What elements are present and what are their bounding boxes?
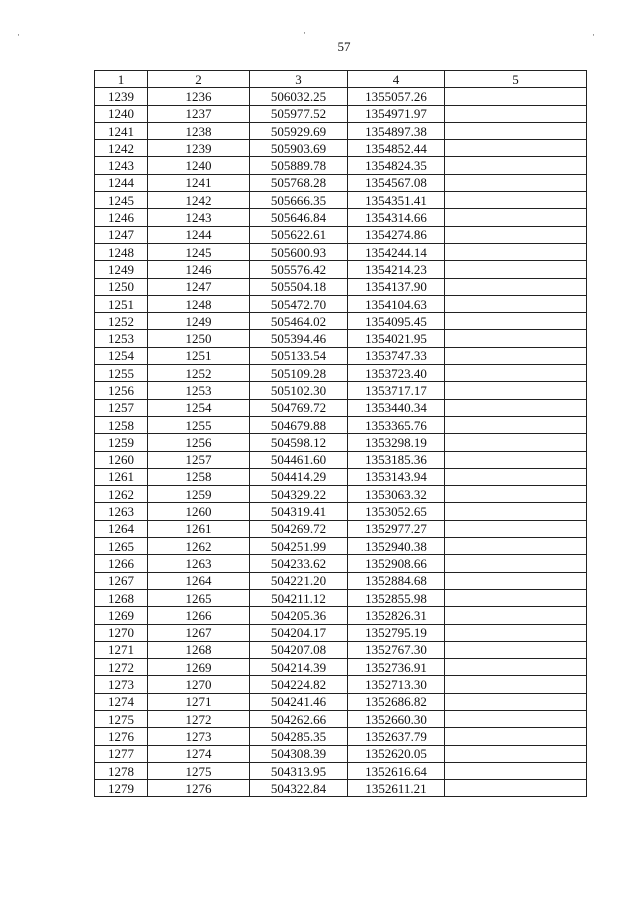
table-cell-col-5 [445, 416, 587, 433]
table-cell-col-2: 1246 [148, 261, 250, 278]
table-cell-col-5 [445, 243, 587, 260]
table-cell-col-5 [445, 209, 587, 226]
table-cell-col-1: 1272 [95, 659, 148, 676]
scan-speck: · [303, 28, 306, 38]
table-cell-col-2: 1264 [148, 572, 250, 589]
table-cell-col-2: 1262 [148, 538, 250, 555]
table-cell-col-1: 1244 [95, 174, 148, 191]
table-cell-col-5 [445, 728, 587, 745]
page-number: 57 [337, 39, 351, 54]
table-cell-col-5 [445, 313, 587, 330]
table-cell-col-5 [445, 140, 587, 157]
table-cell-col-4: 1354095.45 [348, 313, 445, 330]
table-row [95, 313, 587, 330]
table-cell-col-3: 504241.46 [250, 693, 348, 710]
table-cell-col-1: 1255 [95, 365, 148, 382]
table-cell-col-1: 1258 [95, 416, 148, 433]
table-cell-col-3: 504679.88 [250, 416, 348, 433]
table-cell-col-1: 1247 [95, 226, 148, 243]
table-cell-col-3: 504769.72 [250, 399, 348, 416]
table-cell-col-2: 1249 [148, 313, 250, 330]
table-cell-col-4: 1352977.27 [348, 520, 445, 537]
table-cell-col-1: 1267 [95, 572, 148, 589]
table-cell-col-4: 1352620.05 [348, 745, 445, 762]
table-cell-col-5 [445, 780, 587, 797]
table-row [95, 486, 587, 503]
table-cell-col-5 [445, 572, 587, 589]
table-cell-col-3: 505889.78 [250, 157, 348, 174]
table-cell-col-5 [445, 762, 587, 779]
table-cell-col-5 [445, 745, 587, 762]
table-cell-col-3: 505576.42 [250, 261, 348, 278]
table-cell-col-4: 1352908.66 [348, 555, 445, 572]
table-cell-col-1: 1261 [95, 468, 148, 485]
table-row [95, 728, 587, 745]
table-cell-col-3: 504329.22 [250, 486, 348, 503]
table-row [95, 538, 587, 555]
table-cell-col-1: 1276 [95, 728, 148, 745]
table-cell-col-2: 1254 [148, 399, 250, 416]
table-cell-col-3: 504285.35 [250, 728, 348, 745]
table-cell-col-1: 1254 [95, 347, 148, 364]
table-cell-col-3: 504251.99 [250, 538, 348, 555]
table-cell-col-2: 1275 [148, 762, 250, 779]
table-row [95, 105, 587, 122]
table-cell-col-3: 505646.84 [250, 209, 348, 226]
table-row [95, 88, 587, 105]
table-row [95, 503, 587, 520]
table-cell-col-4: 1353298.19 [348, 434, 445, 451]
table-cell-col-3: 504214.39 [250, 659, 348, 676]
table-cell-col-3: 504322.84 [250, 780, 348, 797]
table-cell-col-5 [445, 503, 587, 520]
table-cell-col-4: 1353063.32 [348, 486, 445, 503]
table-cell-col-2: 1259 [148, 486, 250, 503]
table-cell-col-2: 1270 [148, 676, 250, 693]
table-cell-col-5 [445, 607, 587, 624]
table-row [95, 192, 587, 209]
table-row [95, 226, 587, 243]
table-cell-col-4: 1354274.86 [348, 226, 445, 243]
table-cell-col-4: 1352940.38 [348, 538, 445, 555]
table-cell-col-2: 1268 [148, 641, 250, 658]
table-row [95, 174, 587, 191]
table-cell-col-1: 1252 [95, 313, 148, 330]
table-cell-col-4: 1352660.30 [348, 710, 445, 727]
table-cell-col-1: 1265 [95, 538, 148, 555]
table-row [95, 209, 587, 226]
table-row [95, 243, 587, 260]
table-cell-col-2: 1274 [148, 745, 250, 762]
table-cell-col-1: 1270 [95, 624, 148, 641]
table-cell-col-3: 505109.28 [250, 365, 348, 382]
table-cell-col-1: 1251 [95, 295, 148, 312]
table-cell-col-5 [445, 555, 587, 572]
table-cell-col-5 [445, 589, 587, 606]
table-cell-col-3: 504207.08 [250, 641, 348, 658]
table-cell-col-5 [445, 468, 587, 485]
table-cell-col-4: 1354567.08 [348, 174, 445, 191]
table-cell-col-4: 1352616.64 [348, 762, 445, 779]
table-row [95, 278, 587, 295]
table-row [95, 434, 587, 451]
table-cell-col-5 [445, 710, 587, 727]
table-cell-col-1: 1266 [95, 555, 148, 572]
table-row [95, 140, 587, 157]
table-cell-col-2: 1261 [148, 520, 250, 537]
table-cell-col-1: 1259 [95, 434, 148, 451]
table-row [95, 745, 587, 762]
table-row [95, 468, 587, 485]
table-cell-col-5 [445, 399, 587, 416]
table-cell-col-4: 1354971.97 [348, 105, 445, 122]
column-header-5: 5 [445, 71, 587, 88]
table-cell-col-4: 1352826.31 [348, 607, 445, 624]
table-cell-col-2: 1263 [148, 555, 250, 572]
table-cell-col-1: 1256 [95, 382, 148, 399]
table-cell-col-2: 1247 [148, 278, 250, 295]
table-cell-col-2: 1243 [148, 209, 250, 226]
table-row [95, 295, 587, 312]
table-row [95, 451, 587, 468]
table-cell-col-4: 1354897.38 [348, 122, 445, 139]
table-cell-col-1: 1245 [95, 192, 148, 209]
table-body [95, 88, 587, 797]
table-cell-col-2: 1245 [148, 243, 250, 260]
table-cell-col-2: 1273 [148, 728, 250, 745]
table-cell-col-1: 1273 [95, 676, 148, 693]
table-cell-col-3: 504205.36 [250, 607, 348, 624]
table-cell-col-3: 505464.02 [250, 313, 348, 330]
column-header-2: 2 [148, 71, 250, 88]
table-cell-col-1: 1262 [95, 486, 148, 503]
table-cell-col-4: 1353747.33 [348, 347, 445, 364]
table-cell-col-5 [445, 261, 587, 278]
table-cell-col-3: 504461.60 [250, 451, 348, 468]
table-cell-col-3: 504233.62 [250, 555, 348, 572]
table-row [95, 676, 587, 693]
table-row [95, 330, 587, 347]
table-header [95, 71, 587, 88]
table-cell-col-5 [445, 624, 587, 641]
table-cell-col-3: 505472.70 [250, 295, 348, 312]
table-cell-col-3: 505666.35 [250, 192, 348, 209]
table-cell-col-4: 1354104.63 [348, 295, 445, 312]
table-cell-col-2: 1257 [148, 451, 250, 468]
table-row [95, 416, 587, 433]
table-cell-col-2: 1267 [148, 624, 250, 641]
table-cell-col-4: 1355057.26 [348, 88, 445, 105]
table-row [95, 710, 587, 727]
table-cell-col-5 [445, 641, 587, 658]
table-cell-col-1: 1264 [95, 520, 148, 537]
table-cell-col-1: 1279 [95, 780, 148, 797]
table-cell-col-3: 504211.12 [250, 589, 348, 606]
table-cell-col-3: 504269.72 [250, 520, 348, 537]
table-cell-col-4: 1352713.30 [348, 676, 445, 693]
table-cell-col-4: 1352611.21 [348, 780, 445, 797]
table-row [95, 399, 587, 416]
table-cell-col-3: 504308.39 [250, 745, 348, 762]
table-row [95, 572, 587, 589]
table-cell-col-4: 1352884.68 [348, 572, 445, 589]
table-cell-col-4: 1354244.14 [348, 243, 445, 260]
table-row [95, 520, 587, 537]
table-cell-col-4: 1352855.98 [348, 589, 445, 606]
table-cell-col-3: 505622.61 [250, 226, 348, 243]
table-cell-col-1: 1250 [95, 278, 148, 295]
table-cell-col-3: 504313.95 [250, 762, 348, 779]
table-cell-col-3: 504414.29 [250, 468, 348, 485]
table-cell-col-5 [445, 88, 587, 105]
table-row [95, 555, 587, 572]
table-cell-col-2: 1258 [148, 468, 250, 485]
table-cell-col-1: 1263 [95, 503, 148, 520]
table-cell-col-5 [445, 295, 587, 312]
table-cell-col-2: 1271 [148, 693, 250, 710]
table-cell-col-4: 1354351.41 [348, 192, 445, 209]
table-row [95, 780, 587, 797]
table-cell-col-5 [445, 520, 587, 537]
table-cell-col-2: 1239 [148, 140, 250, 157]
coordinates-table [94, 70, 587, 797]
table-cell-col-4: 1352686.82 [348, 693, 445, 710]
table-cell-col-2: 1238 [148, 122, 250, 139]
table-cell-col-1: 1243 [95, 157, 148, 174]
table-cell-col-4: 1354852.44 [348, 140, 445, 157]
table-row [95, 382, 587, 399]
column-header-1: 1 [95, 71, 148, 88]
table-cell-col-5 [445, 659, 587, 676]
table-cell-col-5 [445, 486, 587, 503]
table-cell-col-1: 1274 [95, 693, 148, 710]
table-cell-col-2: 1242 [148, 192, 250, 209]
table-cell-col-1: 1240 [95, 105, 148, 122]
table-cell-col-2: 1237 [148, 105, 250, 122]
table-cell-col-1: 1257 [95, 399, 148, 416]
table-cell-col-5 [445, 174, 587, 191]
table-cell-col-1: 1269 [95, 607, 148, 624]
table-row [95, 347, 587, 364]
table-cell-col-1: 1241 [95, 122, 148, 139]
table-cell-col-4: 1353143.94 [348, 468, 445, 485]
table-cell-col-2: 1248 [148, 295, 250, 312]
table-cell-col-1: 1271 [95, 641, 148, 658]
table-row [95, 365, 587, 382]
table-cell-col-1: 1249 [95, 261, 148, 278]
table-row [95, 762, 587, 779]
table-cell-col-3: 505504.18 [250, 278, 348, 295]
table-cell-col-3: 505929.69 [250, 122, 348, 139]
table-cell-col-4: 1353185.36 [348, 451, 445, 468]
header-row [95, 71, 587, 88]
table-row [95, 607, 587, 624]
table-cell-col-3: 504204.17 [250, 624, 348, 641]
column-header-4: 4 [348, 71, 445, 88]
table-cell-col-1: 1278 [95, 762, 148, 779]
table-cell-col-3: 505600.93 [250, 243, 348, 260]
table-row [95, 157, 587, 174]
table-cell-col-5 [445, 122, 587, 139]
table-cell-col-4: 1354314.66 [348, 209, 445, 226]
table-cell-col-1: 1248 [95, 243, 148, 260]
table-cell-col-3: 504224.82 [250, 676, 348, 693]
table-cell-col-1: 1253 [95, 330, 148, 347]
table-cell-col-2: 1244 [148, 226, 250, 243]
table-cell-col-1: 1275 [95, 710, 148, 727]
table-cell-col-2: 1266 [148, 607, 250, 624]
table-cell-col-3: 506032.25 [250, 88, 348, 105]
table-cell-col-4: 1354021.95 [348, 330, 445, 347]
table-cell-col-5 [445, 451, 587, 468]
table-cell-col-3: 504598.12 [250, 434, 348, 451]
table-cell-col-1: 1268 [95, 589, 148, 606]
table-cell-col-5 [445, 693, 587, 710]
table-cell-col-1: 1239 [95, 88, 148, 105]
scan-speck: · [17, 30, 20, 40]
table-cell-col-2: 1252 [148, 365, 250, 382]
column-header-3: 3 [250, 71, 348, 88]
table-cell-col-1: 1260 [95, 451, 148, 468]
table-cell-col-5 [445, 365, 587, 382]
table-cell-col-3: 504221.20 [250, 572, 348, 589]
table-cell-col-5 [445, 347, 587, 364]
table-cell-col-4: 1354137.90 [348, 278, 445, 295]
table-cell-col-5 [445, 538, 587, 555]
table-cell-col-2: 1253 [148, 382, 250, 399]
table-cell-col-2: 1265 [148, 589, 250, 606]
table-row [95, 589, 587, 606]
table-cell-col-4: 1354824.35 [348, 157, 445, 174]
table-cell-col-3: 505133.54 [250, 347, 348, 364]
table-cell-col-5 [445, 226, 587, 243]
table-cell-col-2: 1256 [148, 434, 250, 451]
table-cell-col-3: 504262.66 [250, 710, 348, 727]
table-cell-col-5 [445, 676, 587, 693]
table-cell-col-3: 505903.69 [250, 140, 348, 157]
table-cell-col-2: 1240 [148, 157, 250, 174]
table-cell-col-4: 1353717.17 [348, 382, 445, 399]
table-cell-col-2: 1236 [148, 88, 250, 105]
table-cell-col-5 [445, 278, 587, 295]
table-row [95, 659, 587, 676]
table-cell-col-4: 1352637.79 [348, 728, 445, 745]
table-cell-col-1: 1277 [95, 745, 148, 762]
table-cell-col-2: 1255 [148, 416, 250, 433]
table-row [95, 261, 587, 278]
scan-speck: · [592, 30, 595, 40]
table-row [95, 693, 587, 710]
table-cell-col-3: 505102.30 [250, 382, 348, 399]
table-cell-col-4: 1354214.23 [348, 261, 445, 278]
table-cell-col-4: 1353440.34 [348, 399, 445, 416]
table-row [95, 641, 587, 658]
table-cell-col-4: 1352736.91 [348, 659, 445, 676]
table-cell-col-2: 1260 [148, 503, 250, 520]
table-cell-col-3: 505394.46 [250, 330, 348, 347]
table-cell-col-5 [445, 157, 587, 174]
table-cell-col-4: 1352795.19 [348, 624, 445, 641]
table-cell-col-5 [445, 434, 587, 451]
table-cell-col-5 [445, 105, 587, 122]
table-cell-col-5 [445, 382, 587, 399]
table-row [95, 122, 587, 139]
table-cell-col-5 [445, 192, 587, 209]
table-cell-col-2: 1269 [148, 659, 250, 676]
table-cell-col-2: 1276 [148, 780, 250, 797]
table-cell-col-2: 1272 [148, 710, 250, 727]
table-cell-col-5 [445, 330, 587, 347]
table-cell-col-4: 1353365.76 [348, 416, 445, 433]
table-cell-col-1: 1246 [95, 209, 148, 226]
table-cell-col-4: 1353052.65 [348, 503, 445, 520]
table-cell-col-3: 505977.52 [250, 105, 348, 122]
table-cell-col-1: 1242 [95, 140, 148, 157]
table-row [95, 624, 587, 641]
table-cell-col-4: 1353723.40 [348, 365, 445, 382]
table-cell-col-2: 1241 [148, 174, 250, 191]
table-cell-col-2: 1251 [148, 347, 250, 364]
table-cell-col-3: 504319.41 [250, 503, 348, 520]
table-cell-col-3: 505768.28 [250, 174, 348, 191]
table-cell-col-2: 1250 [148, 330, 250, 347]
table-cell-col-4: 1352767.30 [348, 641, 445, 658]
